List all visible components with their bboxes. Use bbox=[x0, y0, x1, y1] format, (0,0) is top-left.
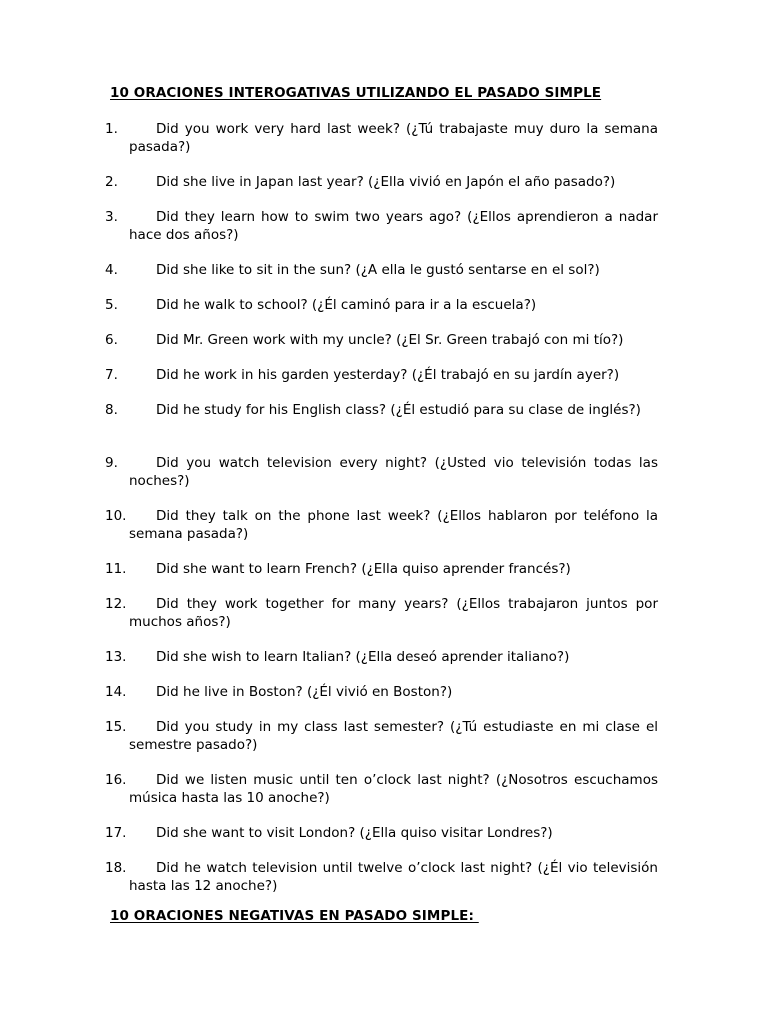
item-number: 11. bbox=[105, 561, 127, 577]
section-heading-interrogative: 10 ORACIONES INTEROGATIVAS UTILIZANDO EL PASADO SIMPLE bbox=[110, 85, 602, 101]
item-text: Did Mr. Green work with my uncle? (¿El Sr. Green trabajó con mi tío?) bbox=[156, 332, 624, 348]
item-number: 18. bbox=[105, 860, 127, 876]
item-text: Did they learn how to swim two years ago? (¿Ellos aprendieron a nadar hace dos años?) bbox=[129, 209, 658, 243]
section-heading-negative: 10 ORACIONES NEGATIVAS EN PASADO SIMPLE: bbox=[110, 908, 479, 924]
item-number: 4. bbox=[105, 262, 118, 278]
item-number: 9. bbox=[105, 455, 118, 471]
list-item bbox=[105, 771, 658, 824]
list-item bbox=[105, 859, 658, 912]
list-item bbox=[105, 595, 658, 648]
item-text: Did she wish to learn Italian? (¿Ella deseó aprender italiano?) bbox=[156, 649, 570, 665]
item-text: Did they talk on the phone last week? (¿Ellos hablaron por teléfono la semana pasada?) bbox=[129, 508, 658, 542]
item-text: Did he live in Boston? (¿Él vivió en Boston?) bbox=[156, 684, 453, 700]
item-number: 15. bbox=[105, 719, 127, 735]
item-text: Did she want to visit London? (¿Ella quiso visitar Londres?) bbox=[156, 825, 553, 841]
list-item bbox=[105, 296, 658, 331]
item-number: 3. bbox=[105, 209, 118, 225]
item-number: 16. bbox=[105, 772, 127, 788]
list-item bbox=[105, 454, 658, 507]
item-number: 6. bbox=[105, 332, 118, 348]
item-text: Did she like to sit in the sun? (¿A ella le gustó sentarse en el sol?) bbox=[156, 262, 600, 278]
item-text: Did he work in his garden yesterday? (¿Él trabajó en su jardín ayer?) bbox=[156, 367, 620, 383]
list-item bbox=[105, 120, 658, 173]
item-text: Did they work together for many years? (¿Ellos trabajaron juntos por muchos años?) bbox=[129, 596, 658, 630]
item-text: Did he walk to school? (¿Él caminó para ir a la escuela?) bbox=[156, 297, 537, 313]
item-number: 13. bbox=[105, 649, 127, 665]
item-text: Did she live in Japan last year? (¿Ella vivió en Japón el año pasado?) bbox=[156, 174, 616, 190]
item-text: Did we listen music until ten o’clock last night? (¿Nosotros escuchamos música hasta las 10 anoche?) bbox=[129, 772, 658, 806]
item-number: 12. bbox=[105, 596, 127, 612]
item-text: Did you study in my class last semester? (¿Tú estudiaste en mi clase el semestre pasado?) bbox=[129, 719, 658, 753]
list-item bbox=[105, 208, 658, 261]
list-item bbox=[105, 718, 658, 771]
item-number: 10. bbox=[105, 508, 127, 524]
list-item bbox=[105, 331, 658, 366]
item-number: 14. bbox=[105, 684, 127, 700]
list-item bbox=[105, 648, 658, 683]
item-text: Did you work very hard last week? (¿Tú trabajaste muy duro la semana pasada?) bbox=[129, 121, 658, 155]
item-number: 1. bbox=[105, 121, 118, 137]
item-number: 2. bbox=[105, 174, 118, 190]
item-number: 5. bbox=[105, 297, 118, 313]
question-list bbox=[105, 120, 658, 912]
list-item bbox=[105, 683, 658, 718]
list-item bbox=[105, 401, 658, 454]
list-item bbox=[105, 261, 658, 296]
item-number: 8. bbox=[105, 402, 118, 418]
list-item bbox=[105, 173, 658, 208]
item-text: Did he study for his English class? (¿Él estudió para su clase de inglés?) bbox=[156, 402, 641, 418]
item-number: 7. bbox=[105, 367, 118, 383]
item-text: Did she want to learn French? (¿Ella quiso aprender francés?) bbox=[156, 561, 571, 577]
list-item bbox=[105, 366, 658, 401]
list-item bbox=[105, 560, 658, 595]
item-number: 17. bbox=[105, 825, 127, 841]
item-text: Did you watch television every night? (¿Usted vio televisión todas las noches?) bbox=[129, 455, 658, 489]
list-item bbox=[105, 507, 658, 560]
list-item bbox=[105, 824, 658, 859]
item-text: Did he watch television until twelve o’clock last night? (¿Él vio televisión hasta las 12 anoche?) bbox=[129, 860, 658, 894]
